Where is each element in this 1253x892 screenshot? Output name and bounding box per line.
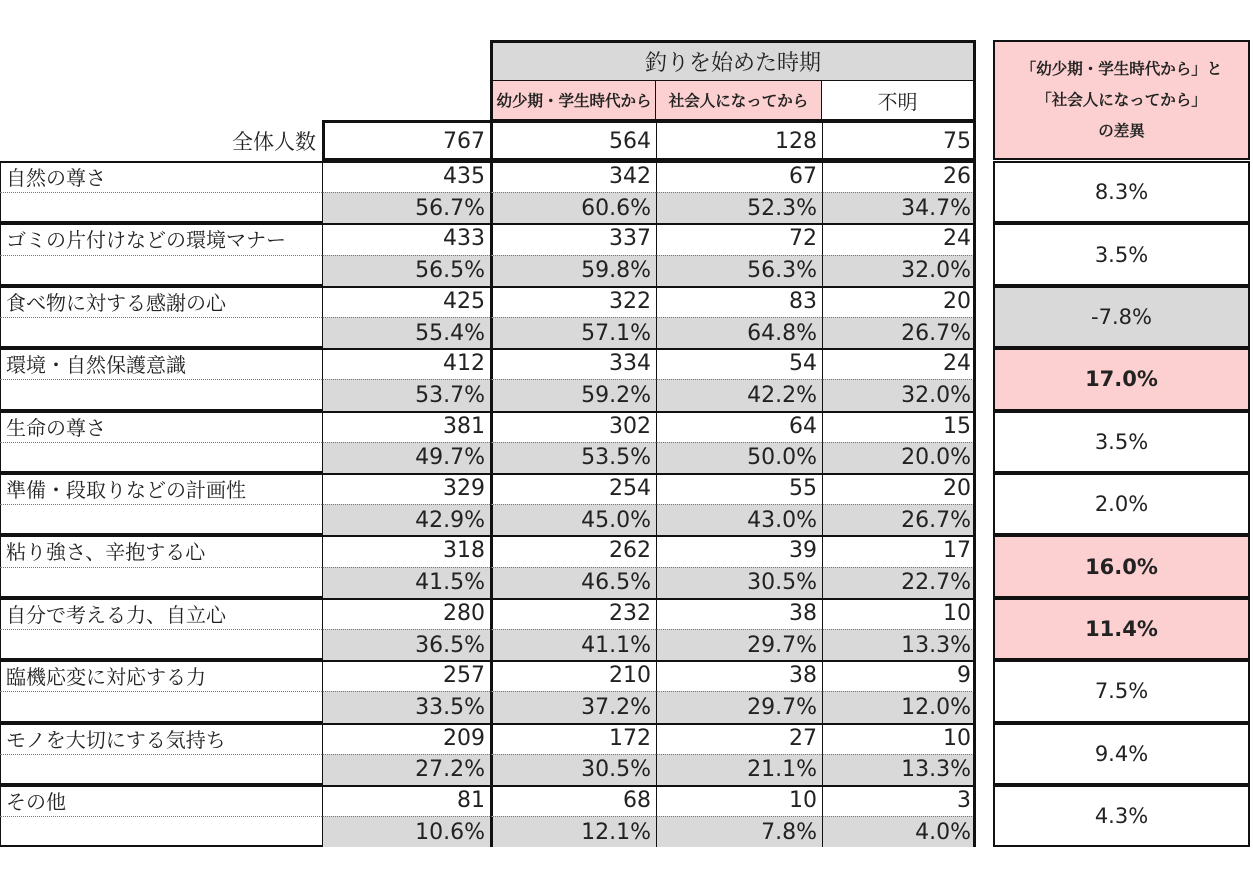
row-divider <box>0 691 322 692</box>
count-all: 435 <box>322 161 490 192</box>
count-child: 254 <box>490 473 656 504</box>
percent-adult: 50.0% <box>656 442 822 473</box>
row-divider <box>0 754 322 755</box>
percent-adult: 64.8% <box>656 317 822 348</box>
count-child: 68 <box>490 785 656 816</box>
percent-all: 56.5% <box>322 255 490 286</box>
percent-unknown: 12.0% <box>822 691 976 722</box>
percent-all: 42.9% <box>322 504 490 535</box>
percent-adult: 29.7% <box>656 691 822 722</box>
row-divider <box>0 567 322 568</box>
diff-value: 9.4% <box>993 723 1250 785</box>
row-divider <box>0 255 322 256</box>
group-header: 釣りを始めた時期 <box>490 40 976 81</box>
diff-value: -7.8% <box>993 286 1250 348</box>
count-unknown: 26 <box>822 161 976 192</box>
percent-all: 56.7% <box>322 192 490 223</box>
diff-value: 2.0% <box>993 473 1250 535</box>
percent-unknown: 4.0% <box>822 816 976 847</box>
row-label: 自分で考える力、自立心 <box>6 602 226 627</box>
count-unknown: 17 <box>822 535 976 566</box>
count-all: 381 <box>322 411 490 442</box>
count-all: 318 <box>322 535 490 566</box>
count-unknown: 24 <box>822 348 976 379</box>
count-unknown: 24 <box>822 223 976 254</box>
table-right-border <box>973 161 976 223</box>
count-all: 209 <box>322 723 490 754</box>
percent-child: 53.5% <box>490 442 656 473</box>
row-label: 準備・段取りなどの計画性 <box>6 478 246 503</box>
row-label: 自然の尊さ <box>6 166 106 191</box>
percent-child: 59.2% <box>490 379 656 410</box>
table-right-border <box>973 411 976 473</box>
percent-all: 55.4% <box>322 317 490 348</box>
diff-value: 4.3% <box>993 785 1250 847</box>
table-right-border <box>973 348 976 410</box>
percent-adult: 21.1% <box>656 754 822 785</box>
percent-adult: 52.3% <box>656 192 822 223</box>
count-child: 302 <box>490 411 656 442</box>
count-child: 322 <box>490 286 656 317</box>
col-header-child: 幼少期・学生時代から <box>490 81 656 122</box>
count-adult: 10 <box>656 785 822 816</box>
diff-value: 3.5% <box>993 411 1250 473</box>
percent-all: 53.7% <box>322 379 490 410</box>
count-child: 232 <box>490 598 656 629</box>
percent-unknown: 13.3% <box>822 754 976 785</box>
total-label: 全体人数 <box>232 130 316 154</box>
count-child: 342 <box>490 161 656 192</box>
count-adult: 55 <box>656 473 822 504</box>
percent-unknown: 32.0% <box>822 379 976 410</box>
count-child: 172 <box>490 723 656 754</box>
table-right-border <box>973 785 976 847</box>
row-divider <box>0 379 322 380</box>
count-unknown: 9 <box>822 660 976 691</box>
total-all: 767 <box>443 128 485 154</box>
percent-unknown: 32.0% <box>822 255 976 286</box>
count-adult: 54 <box>656 348 822 379</box>
percent-child: 60.6% <box>490 192 656 223</box>
row-label: 生命の尊さ <box>6 415 106 440</box>
col-header-adult: 社会人になってから <box>656 81 822 122</box>
percent-all: 36.5% <box>322 629 490 660</box>
count-unknown: 10 <box>822 598 976 629</box>
count-unknown: 20 <box>822 286 976 317</box>
row-label: 臨機応変に対応する力 <box>6 665 206 690</box>
row-label: その他 <box>6 790 66 815</box>
percent-adult: 30.5% <box>656 567 822 598</box>
count-all: 257 <box>322 660 490 691</box>
row-divider <box>0 816 322 817</box>
percent-child: 37.2% <box>490 691 656 722</box>
count-all: 412 <box>322 348 490 379</box>
percent-all: 33.5% <box>322 691 490 722</box>
percent-adult: 42.2% <box>656 379 822 410</box>
diff-value: 8.3% <box>993 161 1250 223</box>
percent-child: 12.1% <box>490 816 656 847</box>
percent-adult: 43.0% <box>656 504 822 535</box>
count-adult: 38 <box>656 660 822 691</box>
row-divider <box>0 192 322 193</box>
count-all: 433 <box>322 223 490 254</box>
count-all: 280 <box>322 598 490 629</box>
count-unknown: 10 <box>822 723 976 754</box>
count-unknown: 15 <box>822 411 976 442</box>
percent-child: 57.1% <box>490 317 656 348</box>
diff-header-line1: 「幼少期・学生時代から」と <box>1020 59 1223 78</box>
count-child: 337 <box>490 223 656 254</box>
row-label: 粘り強さ、辛抱する心 <box>6 540 206 565</box>
diff-value: 3.5% <box>993 223 1250 285</box>
percent-all: 10.6% <box>322 816 490 847</box>
total-child: 564 <box>490 122 656 160</box>
percent-unknown: 13.3% <box>822 629 976 660</box>
count-adult: 27 <box>656 723 822 754</box>
row-label: 環境・自然保護意識 <box>6 353 186 378</box>
percent-all: 49.7% <box>322 442 490 473</box>
percent-child: 46.5% <box>490 567 656 598</box>
table-right-border <box>973 286 976 348</box>
diff-value: 17.0% <box>993 348 1250 410</box>
diff-value: 7.5% <box>993 660 1250 722</box>
count-unknown: 20 <box>822 473 976 504</box>
percent-adult: 29.7% <box>656 629 822 660</box>
percent-unknown: 26.7% <box>822 504 976 535</box>
count-adult: 72 <box>656 223 822 254</box>
diff-value: 11.4% <box>993 598 1250 660</box>
table-right-border <box>973 223 976 285</box>
table-right-border <box>973 723 976 785</box>
count-adult: 67 <box>656 161 822 192</box>
diff-header <box>993 40 1250 160</box>
diff-value: 16.0% <box>993 535 1250 597</box>
count-adult: 38 <box>656 598 822 629</box>
percent-adult: 7.8% <box>656 816 822 847</box>
percent-adult: 56.3% <box>656 255 822 286</box>
row-label: 食べ物に対する感謝の心 <box>6 290 226 315</box>
count-all: 329 <box>322 473 490 504</box>
percent-all: 41.5% <box>322 567 490 598</box>
table-right-border <box>973 535 976 597</box>
count-child: 262 <box>490 535 656 566</box>
table-right-border <box>973 598 976 660</box>
count-all: 81 <box>322 785 490 816</box>
percent-unknown: 22.7% <box>822 567 976 598</box>
count-adult: 83 <box>656 286 822 317</box>
table-right-border <box>973 473 976 535</box>
table-right-border <box>973 660 976 722</box>
percent-child: 59.8% <box>490 255 656 286</box>
percent-unknown: 26.7% <box>822 317 976 348</box>
total-adult: 128 <box>656 122 822 160</box>
percent-unknown: 34.7% <box>822 192 976 223</box>
row-label: モノを大切にする気持ち <box>6 727 226 752</box>
count-child: 334 <box>490 348 656 379</box>
row-label: ゴミの片付けなどの環境マナー <box>6 228 286 253</box>
percent-child: 41.1% <box>490 629 656 660</box>
row-divider <box>0 442 322 443</box>
col-header-unknown: 不明 <box>822 81 976 122</box>
diff-header-line3: の差異 <box>1098 121 1145 140</box>
row-divider <box>0 629 322 630</box>
diff-header-line2: 「社会人になってから」 <box>1036 90 1207 109</box>
percent-all: 27.2% <box>322 754 490 785</box>
count-adult: 64 <box>656 411 822 442</box>
count-adult: 39 <box>656 535 822 566</box>
percent-child: 45.0% <box>490 504 656 535</box>
count-child: 210 <box>490 660 656 691</box>
count-all: 425 <box>322 286 490 317</box>
percent-unknown: 20.0% <box>822 442 976 473</box>
percent-child: 30.5% <box>490 754 656 785</box>
total-unknown: 75 <box>822 122 976 160</box>
row-divider <box>0 504 322 505</box>
count-unknown: 3 <box>822 785 976 816</box>
row-divider <box>0 317 322 318</box>
